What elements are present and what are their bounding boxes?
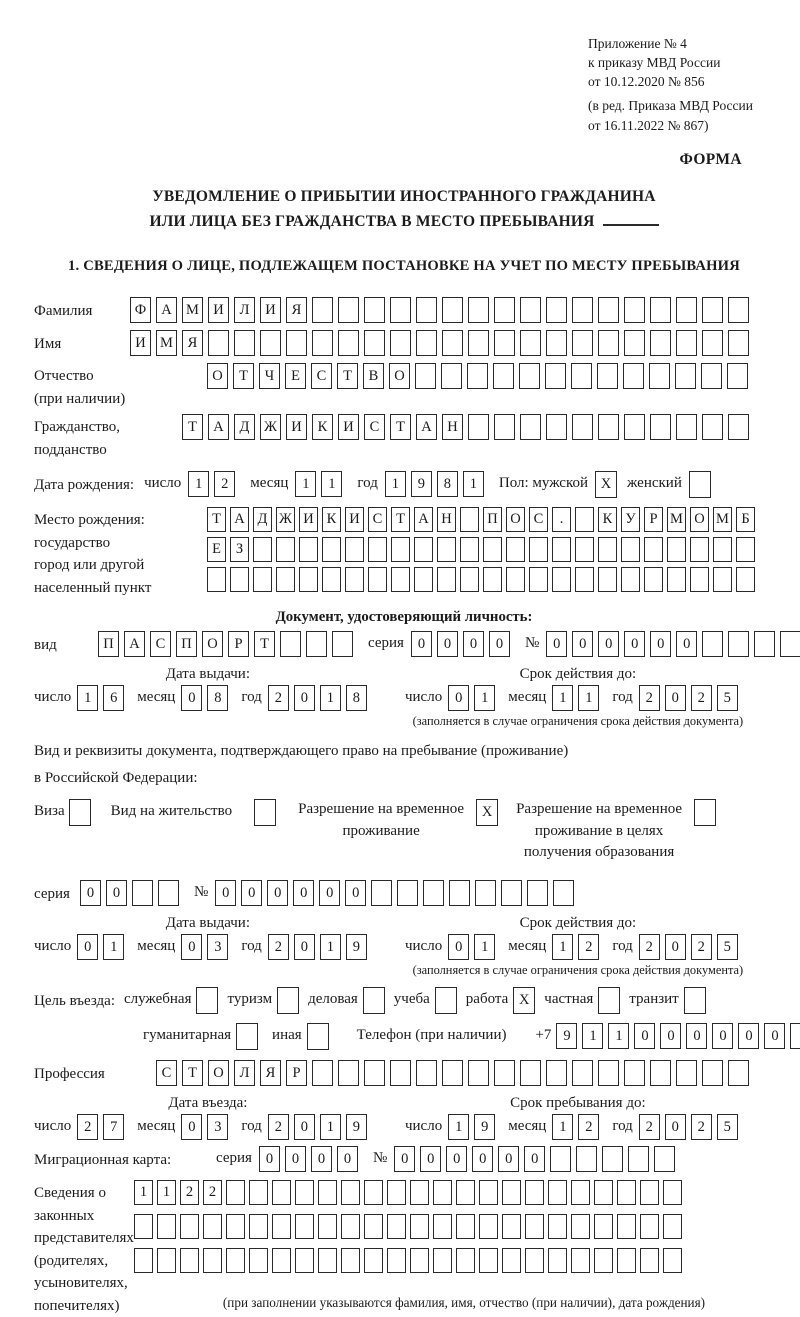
- doc-issue-year: 2 0 1 8: [268, 685, 372, 711]
- field-name: [34, 330, 774, 356]
- number-word: №: [372, 1150, 388, 1167]
- representatives-cells: [134, 1180, 686, 1273]
- field-surname: [34, 297, 774, 323]
- representatives-row-1: 1 1 2 2: [134, 1180, 686, 1205]
- field-birth-place: [34, 507, 774, 599]
- entry-month: 0 3: [181, 1114, 233, 1140]
- representatives-label: Сведения о законных представителях (родителях, усыновителях, попечителях): [34, 1185, 134, 1314]
- surname-label: Фамилия: [34, 303, 93, 320]
- profession-cells: С Т О Л Я Р: [156, 1060, 754, 1086]
- expiry-date-heading: Срок действия до:: [519, 666, 637, 683]
- migration-card-row: [34, 1146, 774, 1172]
- series-word: серия: [34, 886, 70, 903]
- temp-residence-edu-checkbox: [694, 799, 716, 826]
- doc-number-cells: 0 0 0 0 0 0: [546, 631, 800, 657]
- expiry-note: (заполняется в случае ограничения срока действия документа): [412, 963, 744, 978]
- annotation-line: к приказу МВД России: [588, 55, 721, 71]
- birth-month-cells: 1 1: [295, 471, 347, 497]
- purpose-work-checkbox: X: [513, 987, 535, 1014]
- series-word: серия: [216, 1150, 252, 1167]
- annotation-line: Приложение № 4: [588, 36, 687, 51]
- stay-issue-day: 0 1: [77, 934, 129, 960]
- phone-cells: 9 1 1 0 0 0 0 0 0: [556, 1023, 800, 1049]
- purpose-transit-checkbox: [684, 987, 706, 1014]
- annotation-line: (в ред. Приказа МВД России: [588, 98, 753, 114]
- migration-number-cells: 0 0 0 0 0 0: [394, 1146, 680, 1172]
- birth-place-row-1: Т А Д Ж И К И С Т А Н П О С . К У Р М О М Б: [207, 507, 759, 532]
- section1-heading: 1. СВЕДЕНИЯ О ЛИЦЕ, ПОДЛЕЖАЩЕМ ПОСТАНОВКЕ НА УЧЕТ ПО МЕСТУ ПРЕБЫВАНИЯ: [68, 258, 740, 275]
- stay-until-month: 1 2: [552, 1114, 604, 1140]
- sex-female-label: женский: [627, 475, 682, 492]
- identity-doc-dates: Дата выдачи: число 1 6 месяц 0 8 год 2 0 1 8 Срок действия до: число 0 1 месяц 1 1 год 2 0 2 5 (заполняется в случае ограничения срока действия документа): [34, 666, 774, 729]
- migration-card-label: Миграционная карта:: [34, 1152, 172, 1169]
- doc-series-cells: 0 0 0 0: [411, 631, 515, 657]
- stay-doc-dates: Дата выдачи: число 0 1 месяц 0 3 год 2 0 1 9 Срок действия до: число 0 1 месяц 1 2 год 2 0 2 5 (заполняется в случае ограничения срока действия документа): [34, 915, 774, 978]
- stay-doc-series-row: [34, 880, 774, 906]
- entry-stay-dates: Дата въезда: число 2 7 месяц 0 3 год 2 0 1 9 Срок пребывания до: число 1 9 месяц 1 2 год 2 0 2 5: [34, 1095, 774, 1140]
- purpose-label: Цель въезда:: [34, 993, 115, 1010]
- purpose-row-2: гуманитарная иная Телефон (при наличии) +7 9 1 1 0 0 0 0 0 0: [134, 1023, 774, 1050]
- field-profession: [34, 1060, 774, 1086]
- stay-number-cells: 0 0 0 0 0 0: [215, 880, 579, 906]
- temp-residence-label: Разрешение на временное проживание: [298, 800, 465, 839]
- representatives-row-3: [134, 1248, 686, 1273]
- form-label: ФОРМА: [679, 150, 742, 168]
- sex-male-label: Пол: мужской: [498, 475, 589, 492]
- stay-until-year: 2 0 2 5: [639, 1114, 743, 1140]
- stay-expiry-year: 2 0 2 5: [639, 934, 743, 960]
- birth-place-row-2: Е З: [207, 537, 759, 562]
- title-line-1: УВЕДОМЛЕНИЕ О ПРИБЫТИИ ИНОСТРАННОГО ГРАЖДАНИНА: [152, 187, 656, 205]
- doc-expiry-month: 1 1: [552, 685, 604, 711]
- stay-expiry-day: 0 1: [448, 934, 500, 960]
- birth-place-row-3: [207, 567, 759, 592]
- day-word: число: [144, 475, 182, 492]
- entry-day: 2 7: [77, 1114, 129, 1140]
- visa-checkbox: [69, 799, 91, 826]
- stay-doc-type-row: [34, 799, 774, 864]
- representatives-note: (при заполнении указываются фамилия, имя, отчество (при наличии), дата рождения): [222, 1295, 706, 1311]
- expiry-note: (заполняется в случае ограничения срока действия документа): [412, 714, 744, 729]
- sex-male-checkbox: X: [595, 471, 617, 498]
- name-label: Имя: [34, 336, 62, 353]
- doc-kind-cells: П А С П О Р Т: [98, 631, 358, 657]
- doc-issue-month: 0 8: [181, 685, 233, 711]
- profession-label: Профессия: [34, 1066, 105, 1083]
- purpose-tourism-checkbox: [277, 987, 299, 1014]
- header-annotation: [588, 34, 774, 135]
- series-word: серия: [368, 635, 404, 652]
- name-cells: И М Я: [130, 330, 754, 356]
- purpose-humanitarian-checkbox: [236, 1023, 258, 1050]
- stay-issue-month: 0 3: [181, 934, 233, 960]
- field-birth-date: [34, 471, 774, 498]
- annotation-line: от 10.12.2020 № 856: [588, 74, 705, 90]
- patronymic-cells: О Т Ч Е С Т В О: [207, 363, 753, 389]
- stay-series-cells: 0 0: [80, 880, 184, 906]
- number-word: №: [193, 884, 209, 901]
- phone-label: Телефон (при наличии): [356, 1027, 507, 1044]
- stay-expiry-month: 1 2: [552, 934, 604, 960]
- stay-doc-intro: Вид и реквизиты документа, подтверждающего право на пребывание (проживание) в Российской Федерации:: [34, 743, 569, 786]
- visa-label: Виза: [34, 802, 65, 819]
- stay-issue-year: 2 0 1 9: [268, 934, 372, 960]
- year-word: год: [357, 475, 378, 492]
- citizenship-label: Гражданство, подданство: [34, 419, 121, 458]
- doc-kind-label: вид: [34, 637, 57, 654]
- citizenship-cells: Т А Д Ж И К И С Т А Н: [182, 414, 754, 440]
- phone-prefix: +7: [535, 1027, 552, 1044]
- purpose-private-checkbox: [598, 987, 620, 1014]
- temp-residence-edu-label: Разрешение на временное проживание в целях получения образования: [516, 800, 683, 861]
- representatives-row-2: [134, 1214, 686, 1239]
- purpose-study-checkbox: [435, 987, 457, 1014]
- identity-doc-heading: Документ, удостоверяющий личность:: [275, 609, 533, 626]
- birth-year-cells: 1 9 8 1: [385, 471, 489, 497]
- identity-doc-row: [34, 631, 774, 657]
- month-word: месяц: [250, 475, 289, 492]
- entry-year: 2 0 1 9: [268, 1114, 372, 1140]
- doc-issue-day: 1 6: [77, 685, 129, 711]
- annotation-line: от 16.11.2022 № 867): [588, 117, 709, 133]
- title-line-2: ИЛИ ЛИЦА БЕЗ ГРАЖДАНСТВА В МЕСТО ПРЕБЫВАНИЯ: [34, 210, 774, 235]
- title-blank-underline: [603, 224, 659, 226]
- patronymic-label: Отчество (при наличии): [34, 368, 126, 407]
- birth-place-label: Место рождения: государство город или другой населенный пункт: [34, 512, 152, 596]
- birth-place-cells: [207, 507, 759, 592]
- temp-residence-checkbox: X: [476, 799, 498, 826]
- purpose-other-checkbox: [307, 1023, 329, 1050]
- sex-female-checkbox: [689, 471, 711, 498]
- birth-date-label: Дата рождения:: [34, 477, 135, 494]
- migration-series-cells: 0 0 0 0: [259, 1146, 363, 1172]
- purpose-business-checkbox: [196, 987, 218, 1014]
- number-word: №: [524, 635, 540, 652]
- residence-permit-label: Вид на жительство: [110, 802, 233, 819]
- issue-date-heading: Дата выдачи:: [165, 666, 251, 683]
- page-title: [34, 185, 774, 235]
- stay-until-day: 1 9: [448, 1114, 500, 1140]
- purpose-commercial-checkbox: [363, 987, 385, 1014]
- doc-expiry-year: 2 0 2 5: [639, 685, 743, 711]
- field-patronymic: [34, 363, 774, 410]
- field-citizenship: [34, 414, 774, 461]
- surname-cells: Ф А М И Л И Я: [130, 297, 754, 323]
- doc-expiry-day: 0 1: [448, 685, 500, 711]
- purpose-row-1: Цель въезда: служебная туризм деловая учеба работа X частная транзит: [34, 987, 774, 1014]
- birth-day-cells: 1 2: [188, 471, 240, 497]
- residence-permit-checkbox: [254, 799, 276, 826]
